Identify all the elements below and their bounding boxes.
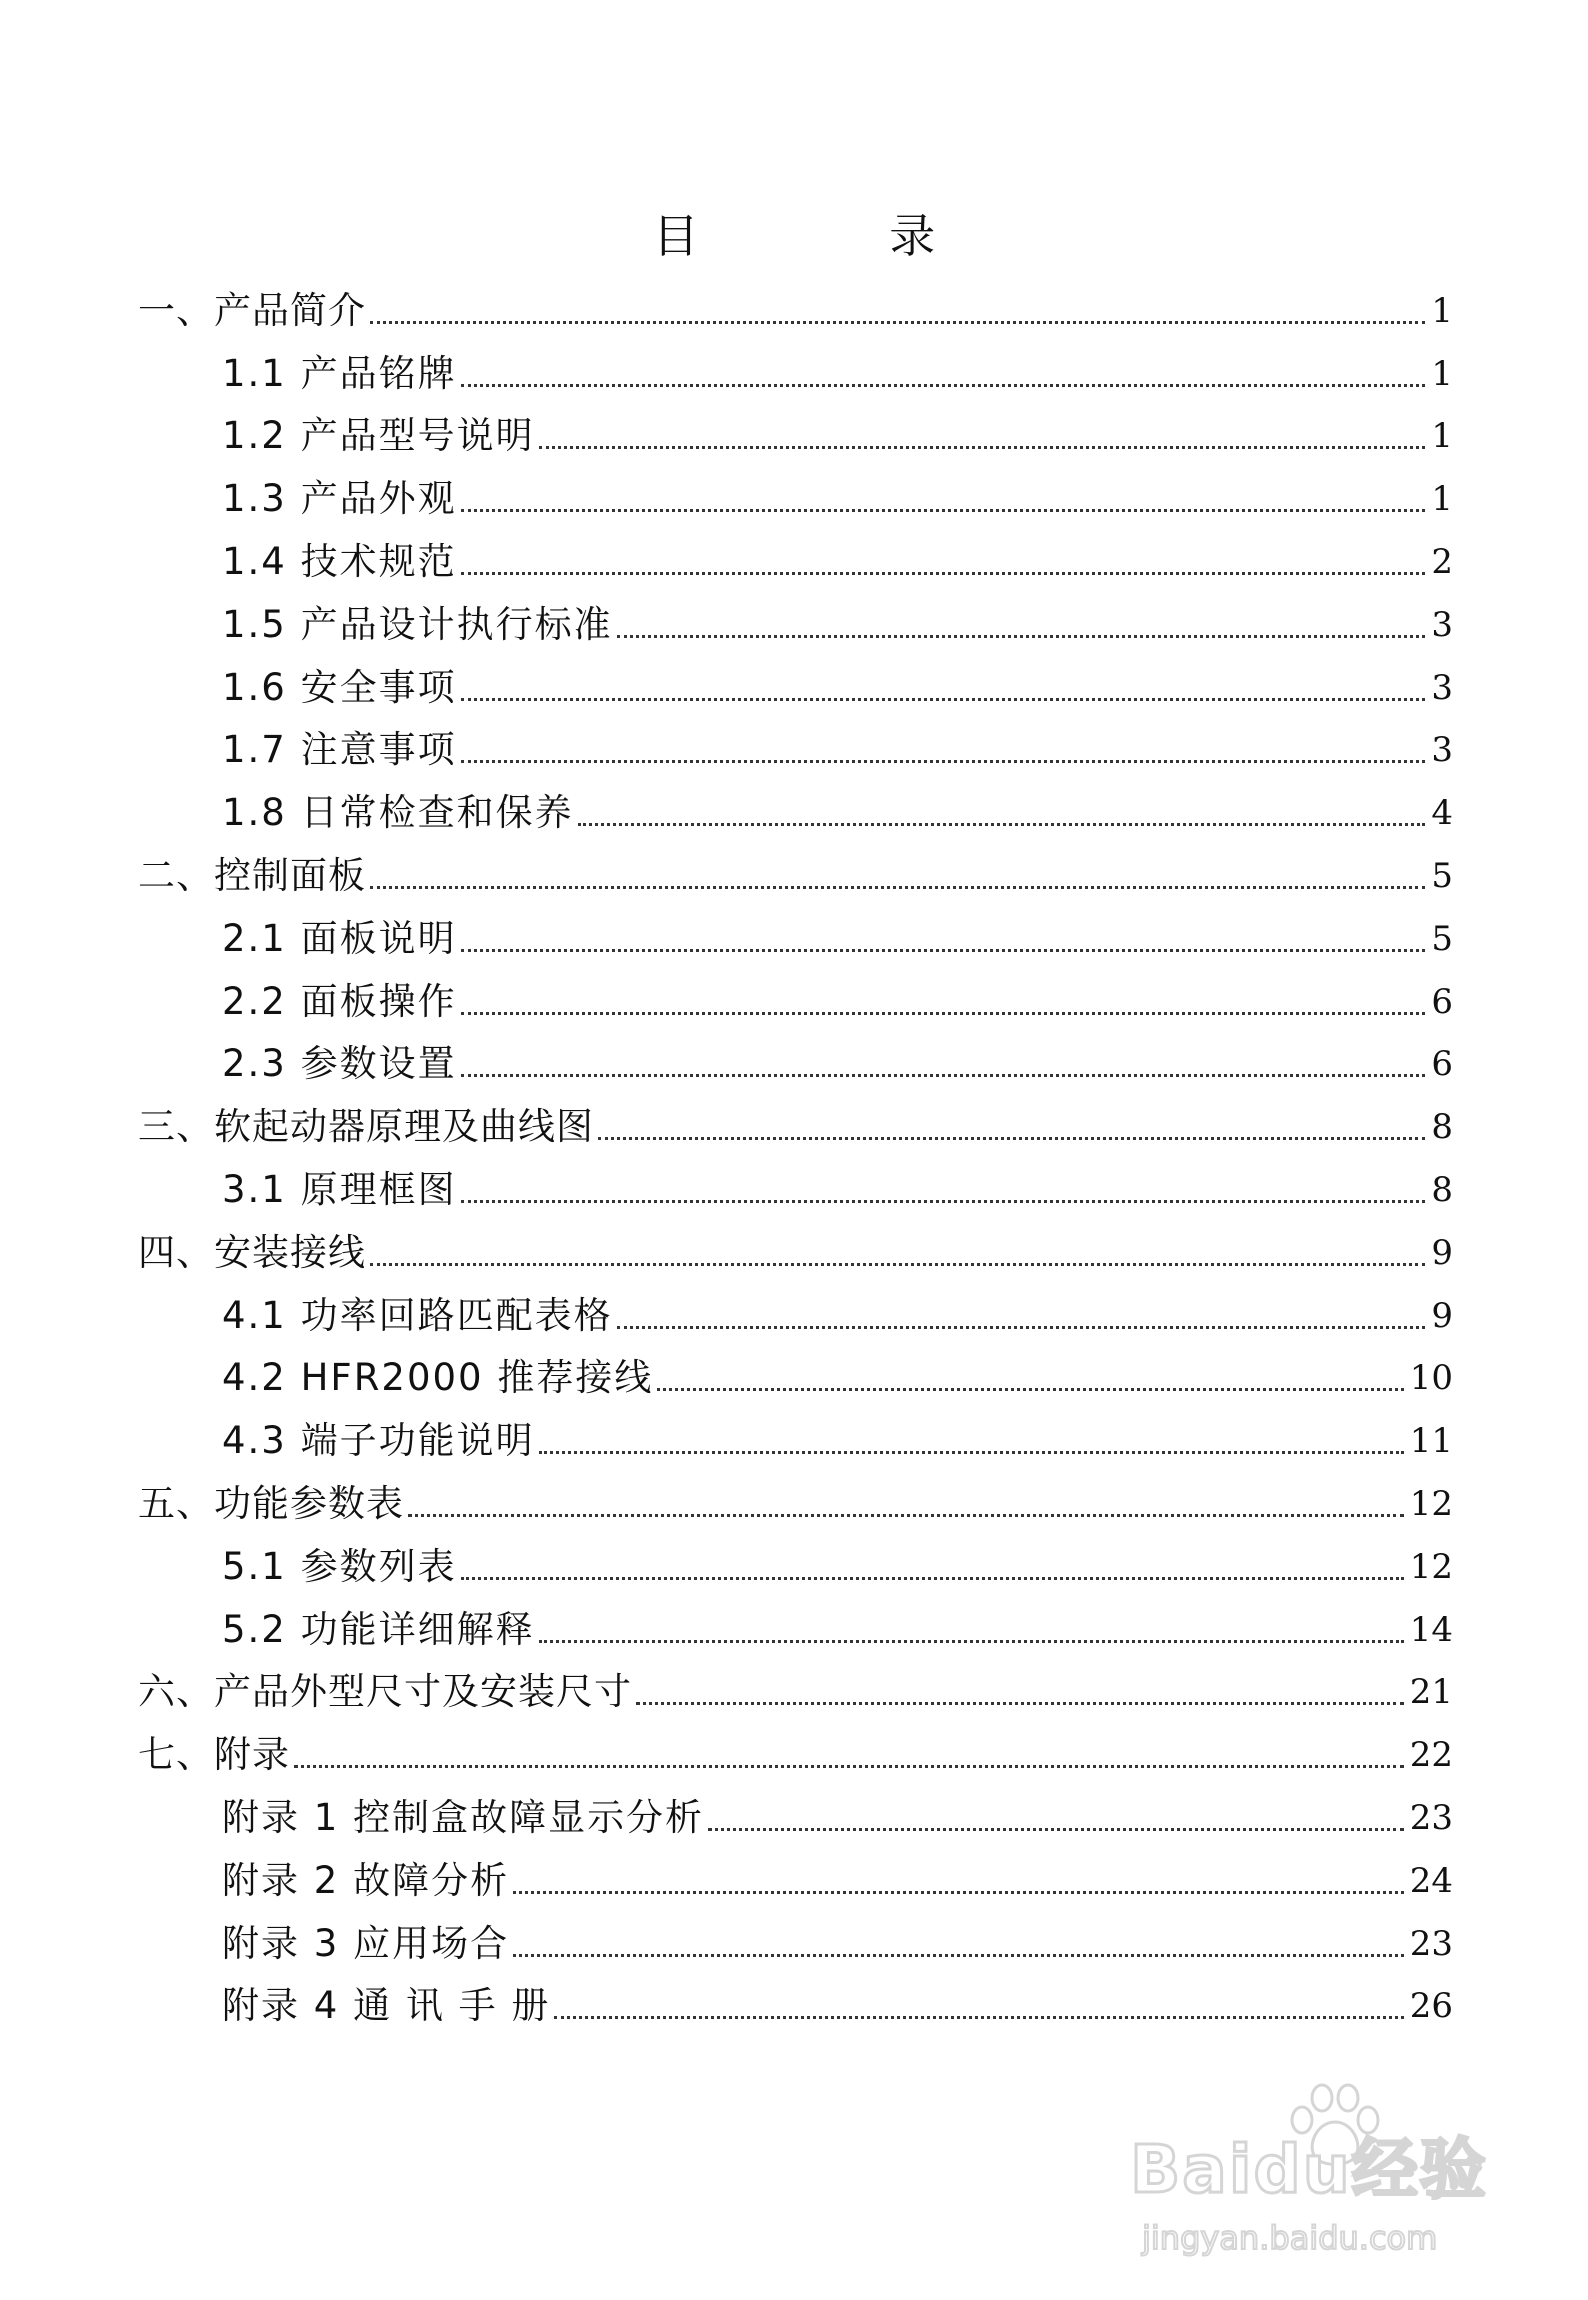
toc-entry-page-number: 10 (1409, 1358, 1453, 1399)
toc-chapter-9[interactable] (138, 843, 1453, 906)
toc-section-1[interactable] (222, 341, 1453, 404)
toc-entry-leader (370, 321, 1425, 324)
toc-entry-leader (513, 1891, 1404, 1894)
toc-entry-label: 1.3 产品外观 (222, 477, 457, 521)
toc-entry-leader (554, 2016, 1403, 2019)
toc-entry-page-number: 1 (1431, 416, 1453, 457)
toc-chapter-15[interactable] (138, 1220, 1453, 1283)
toc-section-18[interactable] (222, 1408, 1453, 1471)
toc-entry-leader (461, 384, 1426, 387)
toc-entry-label: 一、产品简介 (138, 288, 366, 332)
toc-entry-label: 七、附录 (138, 1733, 290, 1777)
toc-section-26[interactable] (222, 1911, 1453, 1974)
toc-entry-label: 2.3 参数设置 (222, 1042, 457, 1086)
watermark (1130, 2080, 1500, 2270)
toc-entry-leader (578, 823, 1426, 826)
toc-entry-page-number: 14 (1409, 1609, 1453, 1650)
toc-section-16[interactable] (222, 1283, 1453, 1346)
toc-section-7[interactable] (222, 718, 1453, 781)
toc-entry-page-number: 12 (1409, 1483, 1453, 1524)
toc-entry-leader (370, 886, 1425, 889)
toc-entry-leader (461, 760, 1426, 763)
toc-chapter-19[interactable] (138, 1471, 1453, 1534)
toc-entry-page-number: 12 (1409, 1546, 1453, 1587)
toc-entry-leader (598, 1137, 1425, 1140)
toc-entry-page-number: 24 (1409, 1860, 1453, 1901)
toc-entry-page-number: 4 (1431, 793, 1453, 834)
toc-entry-label: 附录 1 控制盒故障显示分析 (222, 1795, 705, 1839)
toc-entry-label: 1.4 技术规范 (222, 539, 457, 583)
toc-entry-leader (539, 1640, 1404, 1643)
toc-entry-label: 1.1 产品铭牌 (222, 351, 457, 395)
toc-entry-page-number: 1 (1431, 290, 1453, 331)
page-title: 目 录 (652, 209, 1024, 263)
toc-entry-page-number: 11 (1409, 1421, 1453, 1462)
toc-entry-page-number: 9 (1431, 1232, 1453, 1273)
toc-entry-page-number: 22 (1409, 1735, 1453, 1776)
toc-entry-leader (636, 1702, 1404, 1705)
toc-entry-leader (461, 1074, 1426, 1077)
watermark-logo: Baidu经验 (1130, 2131, 1488, 2208)
toc-chapter-23[interactable] (138, 1722, 1453, 1785)
toc-entry-page-number: 5 (1431, 918, 1453, 959)
toc-entry-leader (461, 509, 1426, 512)
toc-entry-label: 1.2 产品型号说明 (222, 414, 535, 458)
toc-entry-label: 5.1 参数列表 (222, 1544, 457, 1588)
toc-entry-page-number: 6 (1431, 1044, 1453, 1085)
toc-entry-label: 1.5 产品设计执行标准 (222, 602, 613, 646)
toc-entry-page-number: 8 (1431, 1107, 1453, 1148)
toc-entry-page-number: 2 (1431, 541, 1453, 582)
toc-entry-page-number: 6 (1431, 981, 1453, 1022)
toc-entry-leader (617, 1326, 1426, 1329)
toc-section-14[interactable] (222, 1157, 1453, 1220)
toc-entry-label: 三、软起动器原理及曲线图 (138, 1105, 594, 1149)
toc-section-2[interactable] (222, 404, 1453, 467)
toc-entry-label: 1.7 注意事项 (222, 728, 457, 772)
toc-entry-page-number: 9 (1431, 1295, 1453, 1336)
toc-entry-label: 1.8 日常检查和保养 (222, 791, 574, 835)
toc-entry-page-number: 3 (1431, 730, 1453, 771)
toc-entry-label: 1.6 安全事项 (222, 665, 457, 709)
toc-entry-page-number: 23 (1409, 1797, 1453, 1838)
toc-entry-page-number: 3 (1431, 604, 1453, 645)
toc-section-25[interactable] (222, 1848, 1453, 1911)
toc-section-11[interactable] (222, 969, 1453, 1032)
toc-entry-page-number: 8 (1431, 1169, 1453, 1210)
toc-entry-label: 4.1 功率回路匹配表格 (222, 1293, 613, 1337)
toc-section-12[interactable] (222, 1032, 1453, 1095)
toc-entry-page-number: 1 (1431, 479, 1453, 520)
toc-entry-label: 四、安装接线 (138, 1230, 366, 1274)
toc-section-4[interactable] (222, 529, 1453, 592)
toc-section-8[interactable] (222, 780, 1453, 843)
toc-section-20[interactable] (222, 1534, 1453, 1597)
toc-entry-label: 六、产品外型尺寸及安装尺寸 (138, 1670, 632, 1714)
toc-entry-leader (708, 1828, 1404, 1831)
toc-section-5[interactable] (222, 592, 1453, 655)
toc-entry-leader (408, 1514, 1404, 1517)
toc-entry-leader (617, 635, 1426, 638)
toc-entry-page-number: 21 (1409, 1672, 1453, 1713)
toc-section-21[interactable] (222, 1597, 1453, 1660)
toc-entry-leader (539, 1451, 1404, 1454)
toc-chapter-13[interactable] (138, 1094, 1453, 1157)
toc-entry-leader (294, 1765, 1404, 1768)
toc-entry-page-number: 26 (1409, 1986, 1453, 2027)
toc-entry-leader (461, 949, 1426, 952)
toc-entry-leader (461, 1577, 1404, 1580)
toc-entry-label: 3.1 原理框图 (222, 1167, 457, 1211)
toc-chapter-22[interactable] (138, 1660, 1453, 1723)
toc-section-10[interactable] (222, 906, 1453, 969)
toc-chapter-0[interactable] (138, 278, 1453, 341)
toc-entry-label: 附录 2 故障分析 (222, 1858, 510, 1902)
toc-entry-page-number: 1 (1431, 353, 1453, 394)
toc-entry-label: 2.2 面板操作 (222, 979, 457, 1023)
toc-section-3[interactable] (222, 466, 1453, 529)
toc-entry-label: 5.2 功能详细解释 (222, 1607, 535, 1651)
toc-entry-leader (539, 446, 1426, 449)
toc-entry-label: 4.2 HFR2000 推荐接线 (222, 1356, 654, 1400)
toc-entry-label: 附录 4 通 讯 手 册 (222, 1984, 551, 2028)
toc-entry-leader (461, 1200, 1426, 1203)
toc-entry-page-number: 3 (1431, 667, 1453, 708)
toc-entry-page-number: 5 (1431, 855, 1453, 896)
toc-entry-leader (370, 1263, 1425, 1266)
toc-entry-leader (461, 698, 1426, 701)
toc-section-6[interactable] (222, 655, 1453, 718)
toc-section-17[interactable] (222, 1346, 1453, 1409)
watermark-url: jingyan.baidu.com (1142, 2219, 1438, 2257)
toc-entry-leader (513, 1954, 1404, 1957)
toc-entry-label: 五、功能参数表 (138, 1481, 404, 1525)
toc-entry-label: 二、控制面板 (138, 853, 366, 897)
toc-entry-page-number: 23 (1409, 1923, 1453, 1964)
toc-section-24[interactable] (222, 1785, 1453, 1848)
toc-section-27[interactable] (222, 1974, 1453, 2037)
toc-entry-label: 附录 3 应用场合 (222, 1921, 510, 1965)
toc-entry-leader (461, 1012, 1426, 1015)
table-of-contents (0, 278, 1588, 2036)
toc-entry-leader (461, 572, 1426, 575)
toc-entry-label: 4.3 端子功能说明 (222, 1419, 535, 1463)
toc-entry-leader (657, 1388, 1403, 1391)
toc-entry-label: 2.1 面板说明 (222, 916, 457, 960)
